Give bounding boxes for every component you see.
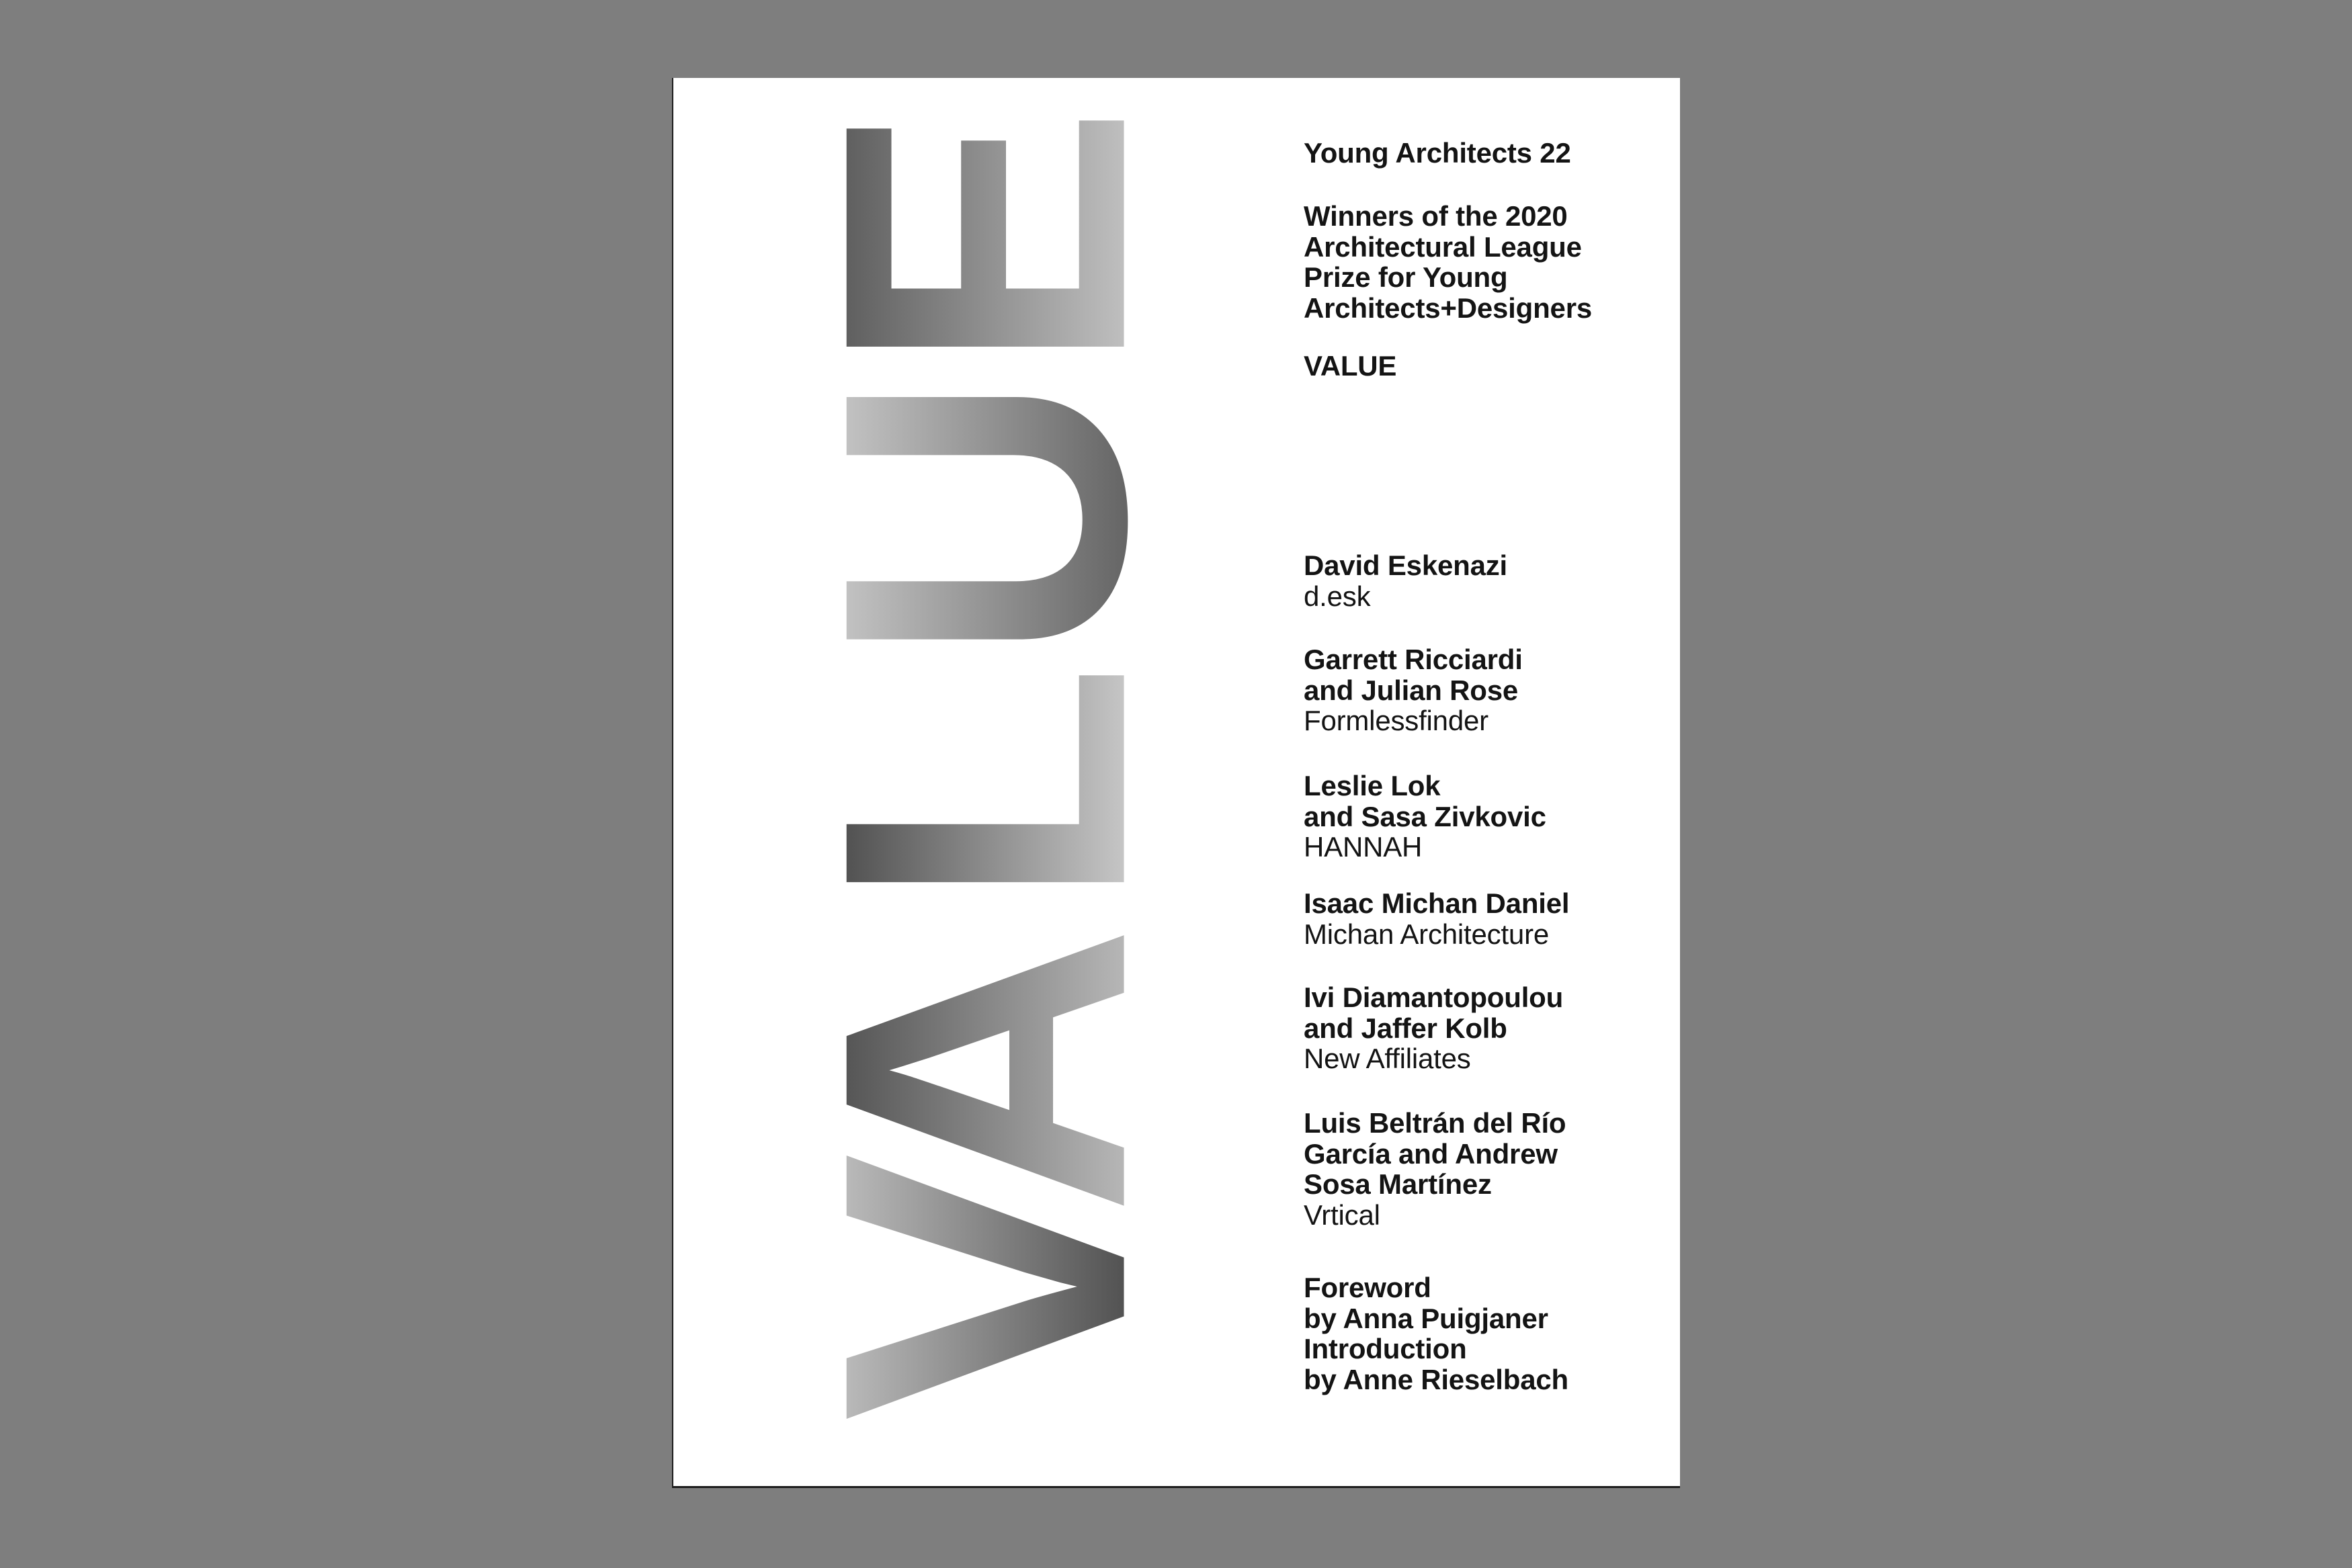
winner-studio: Vrtical [1304, 1199, 1380, 1231]
series-title-text: Young Architects 22 [1304, 137, 1571, 169]
winner-name: Isaac Michan Daniel [1304, 887, 1570, 919]
winner-name: Luis Beltrán del Río [1304, 1107, 1566, 1139]
award-line: Architectural League [1304, 230, 1582, 263]
credits-line: by Anna Puigjaner [1304, 1302, 1548, 1334]
winner-entry [1304, 1108, 1566, 1230]
winner-entry [1304, 888, 1569, 949]
winner-name: and Sasa Zivkovic [1304, 800, 1546, 832]
big-letter-e: E [759, 104, 1210, 374]
big-letter-v: V [759, 1152, 1210, 1422]
credits-line: by Anne Rieselbach [1304, 1363, 1568, 1395]
big-letter-l: L [759, 662, 1210, 910]
award-line: Prize for Young [1304, 261, 1508, 293]
book-cover [672, 78, 1680, 1488]
winner-name: Ivi Diamantopoulou [1304, 982, 1564, 1013]
winner-entry [1304, 982, 1563, 1074]
award-line: Winners of the 2020 [1304, 200, 1568, 232]
award-statement [1304, 201, 1592, 323]
credits-line: Foreword [1304, 1272, 1431, 1303]
award-line: Architects+Designers [1304, 292, 1593, 324]
winner-studio: Formlessfinder [1304, 705, 1488, 736]
cover-title-small-text: VALUE [1304, 350, 1397, 382]
winner-entry [1304, 771, 1546, 863]
big-letter-u: U [759, 372, 1210, 664]
credits-line: Introduction [1304, 1333, 1467, 1364]
winner-studio: New Affiliates [1304, 1043, 1471, 1074]
winner-studio: Michan Architecture [1304, 918, 1550, 950]
winner-name: David Eskenazi [1304, 550, 1508, 581]
winner-studio: HANNAH [1304, 831, 1423, 863]
winner-entry [1304, 644, 1523, 736]
winner-studio: d.esk [1304, 580, 1371, 612]
big-letter-a: A [759, 924, 1210, 1216]
winner-name: and Jaffer Kolb [1304, 1012, 1507, 1044]
winner-name: Leslie Lok [1304, 770, 1441, 801]
series-title [1304, 138, 1571, 169]
winner-name: and Julian Rose [1304, 674, 1519, 706]
winner-name: García and Andrew [1304, 1137, 1558, 1170]
winner-name: Garrett Ricciardi [1304, 644, 1523, 675]
winner-entry [1304, 550, 1507, 611]
cover-title-small [1304, 351, 1396, 382]
credits-block [1304, 1272, 1568, 1395]
winner-name: Sosa Martínez [1304, 1168, 1492, 1200]
